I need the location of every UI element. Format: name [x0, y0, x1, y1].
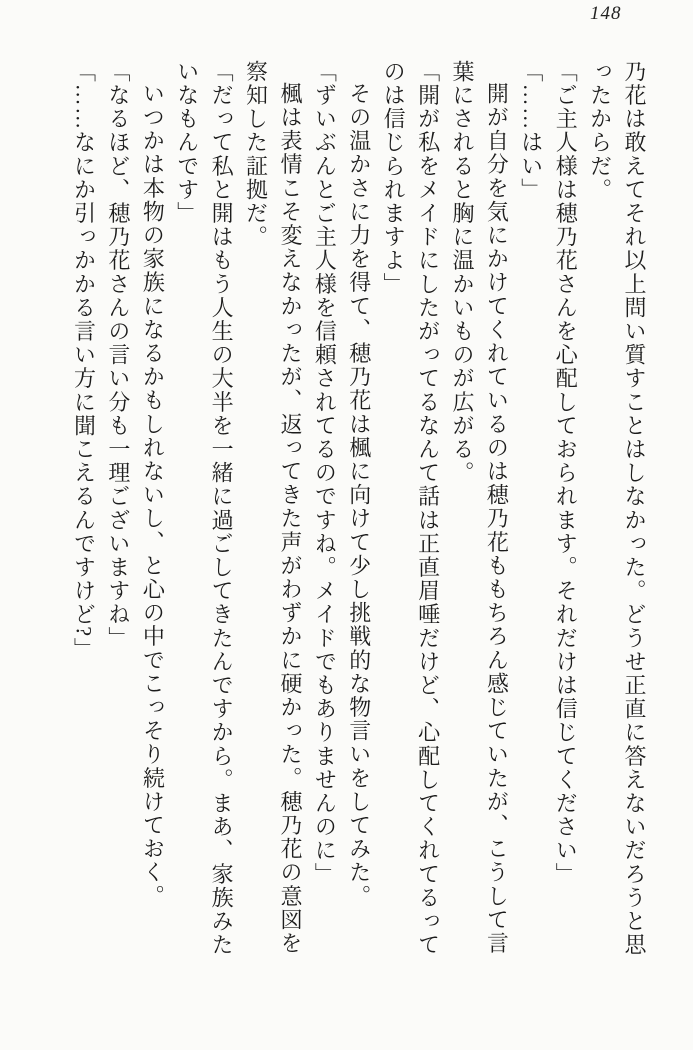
text-line: いつかは本物の家族になるかもしれないし、と心の中でこっそり続けておく。 [140, 82, 166, 908]
text-line: 「開が私をメイドにしたがってるなんて話は正直眉唾だけど、心配してくれてるって [415, 60, 441, 957]
page-number: 148 [590, 3, 622, 24]
text-line: 楓は表情こそ変えなかったが、返ってきた声がわずかに硬かった。穂乃花の意図を [277, 82, 303, 956]
text-line: 察知した証拠だ。 [243, 60, 269, 249]
text-line: ったからだ。 [587, 60, 613, 202]
text-line: 「ずいぶんとご主人様を信頼されてるのですね。メイドでもありませんのに」 [312, 60, 338, 886]
text-line: のは信じられますよ」 [381, 60, 407, 296]
text-line: いなもんです」 [174, 60, 200, 226]
text-line: 「ご主人様は穂乃花さんを心配しておられます。それだけは信じてください」 [553, 60, 579, 886]
text-line: 「だって私と開はもう人生の大半を一緒に過ごしてきたんですから。まあ、家族みた [209, 60, 235, 957]
text-area [66, 60, 651, 978]
text-line: 「なるほど、穂乃花さんの言い分も一理ございますね」 [105, 60, 131, 650]
text-line: その温かさに力を得て、穂乃花は楓に向けて少し挑戦的な物言いをしてみた。 [346, 82, 372, 908]
text-line: 「……なにか引っかかる言い方に聞こえるんですけど?」 [71, 60, 97, 662]
text-line: 開が自分を気にかけてくれているのは穂乃花ももちろん感じていたが、こうして言 [484, 82, 510, 956]
text-line: 乃花は敢えてそれ以上問い質すことはしなかった。どうせ正直に答えないだろうと思 [622, 60, 647, 957]
text-line: 「……はい」 [518, 60, 544, 202]
text-line: 葉にされると胸に温かいものが広がる。 [449, 60, 475, 485]
